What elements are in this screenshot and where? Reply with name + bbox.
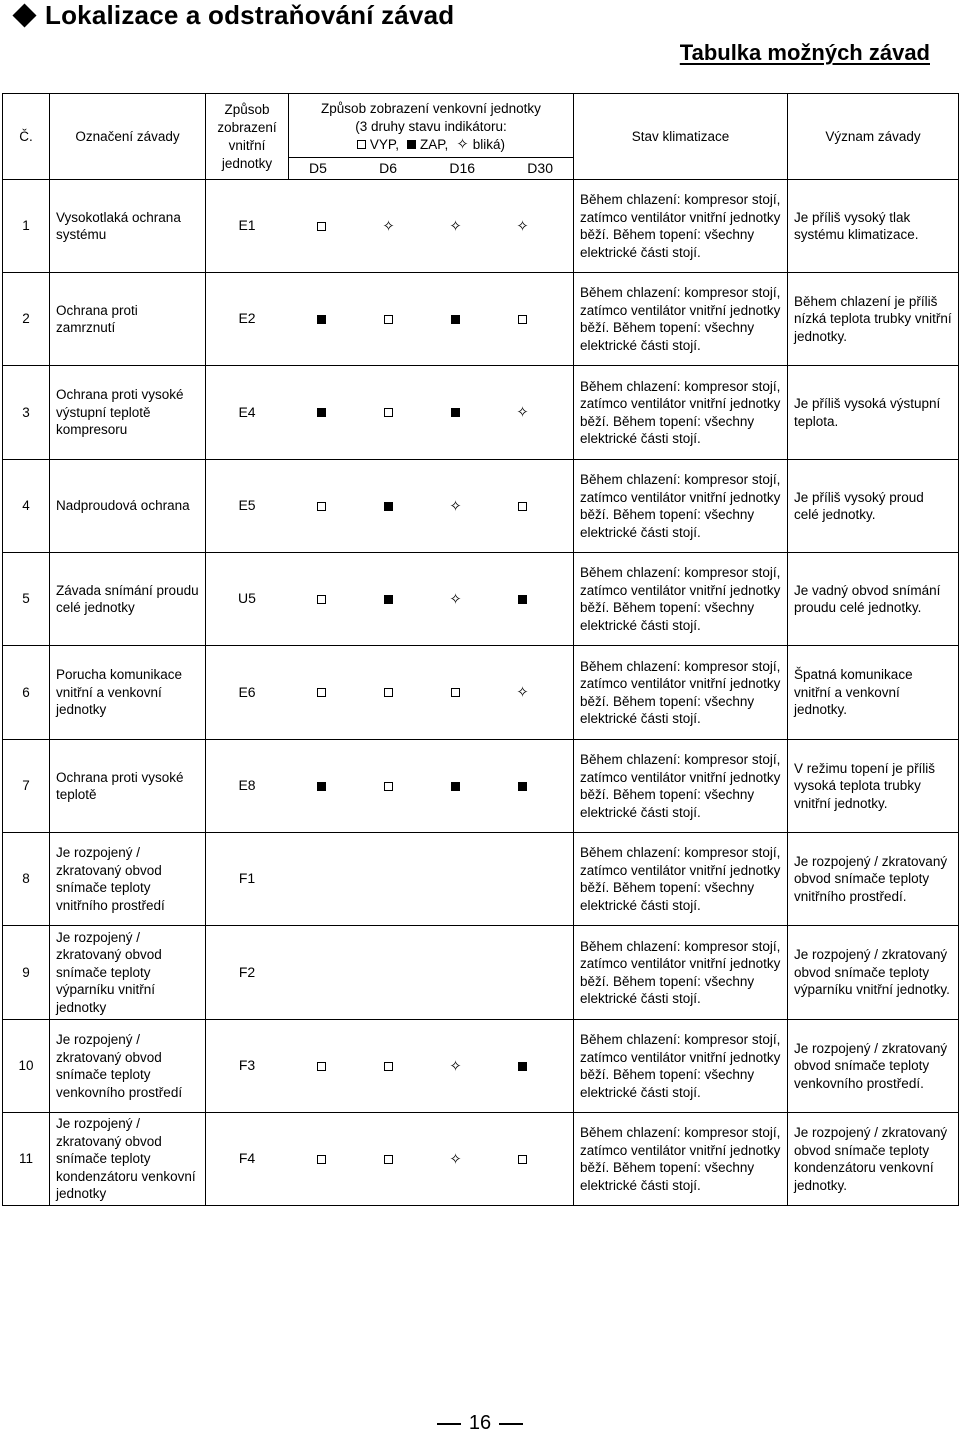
led-state-d30	[489, 590, 556, 608]
table-row	[3, 460, 959, 553]
page-number-text: 16	[468, 1412, 492, 1434]
led-off-icon	[317, 1062, 326, 1071]
led-state-d5	[288, 1057, 355, 1075]
indoor-error-code: E4	[238, 403, 256, 420]
table-row	[3, 553, 959, 646]
fault-meaning: Je vadný obvod snímání proudu celé jednotky.	[788, 553, 959, 646]
led-state-d6	[355, 777, 422, 795]
fault-name: Je rozpojený / zkratovaný obvod snímače teploty výparníku vnitřní jednotky	[50, 926, 206, 1020]
table-row	[3, 833, 959, 926]
row-number: 1	[3, 180, 50, 273]
led-off-icon	[317, 688, 326, 697]
led-state-d5	[288, 777, 355, 795]
led-state-d16	[422, 310, 489, 328]
led-state-d6	[355, 1150, 422, 1168]
row-number: 6	[3, 646, 50, 740]
indoor-error-code: E2	[238, 310, 256, 327]
indoor-error-code: F4	[238, 1150, 256, 1167]
led-off-icon	[384, 1155, 393, 1164]
led-on-icon	[384, 502, 393, 511]
led-blink-icon: ✧	[516, 404, 529, 422]
unit-state: Během chlazení: kompresor stojí, zatímco ventilátor vnitřní jednotky běží. Během topení: všechny elektrické části stojí.	[574, 646, 788, 740]
row-number: 5	[3, 553, 50, 646]
display-indicators	[206, 740, 574, 833]
led-state-d6	[355, 310, 422, 328]
led-state-d6	[355, 217, 422, 235]
led-on-icon	[317, 408, 326, 417]
led-state-d5	[288, 590, 355, 608]
header-state: Stav klimatizace	[574, 94, 788, 180]
led-label-d6: D6	[379, 159, 398, 176]
led-state-d5	[288, 1150, 355, 1168]
led-off-icon	[384, 408, 393, 417]
led-state-d30	[489, 777, 556, 795]
indoor-error-code: E8	[238, 777, 256, 794]
led-blink-icon: ✧	[449, 1057, 462, 1075]
led-state-d30	[489, 404, 556, 422]
led-on-icon	[407, 140, 416, 149]
display-indicators	[206, 553, 574, 646]
led-off-icon	[384, 782, 393, 791]
led-state-d16	[422, 777, 489, 795]
fault-meaning: Je rozpojený / zkratovaný obvod snímače teploty vnitřního prostředí.	[788, 833, 959, 926]
row-number: 3	[3, 366, 50, 460]
led-blink-icon: ✧	[456, 136, 469, 153]
led-off-icon	[384, 688, 393, 697]
row-number: 4	[3, 460, 50, 553]
legend-on-label: ZAP,	[419, 136, 449, 152]
fault-meaning: Je rozpojený / zkratovaný obvod snímače teploty kondenzátoru venkovní jednotky.	[788, 1113, 959, 1206]
indoor-error-code: F1	[238, 870, 256, 887]
legend-off-label: VYP,	[369, 136, 399, 152]
led-state-d5	[288, 310, 355, 328]
led-off-icon	[384, 1062, 393, 1071]
table-row	[3, 273, 959, 366]
display-indicators	[206, 460, 574, 553]
header-outdoor-title: Způsob zobrazení venkovní jednotky	[321, 100, 541, 116]
led-state-d5	[288, 684, 355, 702]
indoor-error-code: F2	[238, 963, 256, 980]
fault-meaning: Je příliš vysoká výstupní teplota.	[788, 366, 959, 460]
led-state-d6	[355, 684, 422, 702]
header-number: Č.	[3, 94, 50, 180]
unit-state: Během chlazení: kompresor stojí, zatímco ventilátor vnitřní jednotky běží. Během topení: všechny elektrické části stojí.	[574, 553, 788, 646]
led-on-icon	[451, 408, 460, 417]
display-indicators	[206, 273, 574, 366]
led-state-d30	[489, 1057, 556, 1075]
led-state-d6	[355, 404, 422, 422]
header-outdoor-legend	[291, 136, 571, 154]
row-number: 9	[3, 926, 50, 1020]
led-off-icon	[518, 1155, 527, 1164]
led-off-icon	[384, 315, 393, 324]
led-state-d30	[489, 684, 556, 702]
header-led-labels	[289, 158, 574, 180]
led-state-d16	[422, 1057, 489, 1075]
display-indicators	[206, 1020, 574, 1113]
led-off-icon	[317, 595, 326, 604]
indoor-error-code: E5	[238, 497, 256, 514]
fault-meaning: Špatná komunikace vnitřní a venkovní jednotky.	[788, 646, 959, 740]
led-blink-icon: ✧	[382, 217, 395, 235]
display-indicators	[206, 1113, 574, 1206]
led-state-d5	[288, 404, 355, 422]
led-off-icon	[518, 502, 527, 511]
led-off-icon	[357, 140, 366, 149]
heading-text: Lokalizace a odstraňování závad	[45, 0, 455, 30]
header-fault: Označení závady	[50, 94, 206, 180]
display-indicators	[206, 646, 574, 740]
unit-state: Během chlazení: kompresor stojí, zatímco ventilátor vnitřní jednotky běží. Během topení: všechny elektrické části stojí.	[574, 740, 788, 833]
fault-meaning: Je rozpojený / zkratovaný obvod snímače teploty venkovního prostředí.	[788, 1020, 959, 1113]
fault-meaning: Je rozpojený / zkratovaný obvod snímače teploty výparníku vnitřní jednotky.	[788, 926, 959, 1020]
led-off-icon	[518, 315, 527, 324]
led-blink-icon: ✧	[516, 217, 529, 235]
fault-name: Je rozpojený / zkratovaný obvod snímače teploty venkovního prostředí	[50, 1020, 206, 1113]
led-state-d5	[288, 217, 355, 235]
fault-meaning: V režimu topení je příliš vysoká teplota trubky vnitřní jednotky.	[788, 740, 959, 833]
section-heading	[4, 0, 454, 30]
fault-name: Vysokotlaká ochrana systému	[50, 180, 206, 273]
led-on-icon	[451, 782, 460, 791]
row-number: 2	[3, 273, 50, 366]
display-indicators	[206, 833, 574, 926]
led-on-icon	[317, 315, 326, 324]
fault-name: Porucha komunikace vnitřní a venkovní jednotky	[50, 646, 206, 740]
led-state-d16	[422, 684, 489, 702]
table-row	[3, 366, 959, 460]
table-row	[3, 926, 959, 1020]
header-outdoor-legend-intro: (3 druhy stavu indikátoru:	[355, 118, 507, 134]
header-indoor-display: Způsob zobrazení vnitřní jednotky	[206, 94, 289, 180]
led-off-icon	[451, 688, 460, 697]
led-state-d6	[355, 1057, 422, 1075]
table-row	[3, 646, 959, 740]
table-title-text: Tabulka možných závad	[679, 40, 930, 65]
diamond-bullet-icon	[12, 3, 36, 27]
led-on-icon	[518, 1062, 527, 1071]
unit-state: Během chlazení: kompresor stojí, zatímco ventilátor vnitřní jednotky běží. Během topení: všechny elektrické části stojí.	[574, 926, 788, 1020]
fault-name: Ochrana proti vysoké teplotě	[50, 740, 206, 833]
led-state-d30	[489, 1150, 556, 1168]
led-blink-icon: ✧	[449, 590, 462, 608]
table-row	[3, 180, 959, 273]
led-state-d16	[422, 404, 489, 422]
unit-state: Během chlazení: kompresor stojí, zatímco ventilátor vnitřní jednotky běží. Během topení: všechny elektrické části stojí.	[574, 1020, 788, 1113]
unit-state: Během chlazení: kompresor stojí, zatímco ventilátor vnitřní jednotky běží. Během topení: všechny elektrické části stojí.	[574, 273, 788, 366]
fault-name: Ochrana proti vysoké výstupní teplotě kompresoru	[50, 366, 206, 460]
led-state-d16	[422, 217, 489, 235]
header-meaning: Význam závady	[788, 94, 959, 180]
led-on-icon	[518, 782, 527, 791]
fault-name: Nadproudová ochrana	[50, 460, 206, 553]
led-off-icon	[317, 222, 326, 231]
fault-meaning: Je příliš vysoký tlak systému klimatizace.	[788, 180, 959, 273]
display-indicators	[206, 366, 574, 460]
fault-meaning: Je příliš vysoký proud celé jednotky.	[788, 460, 959, 553]
led-label-d16: D16	[449, 159, 476, 176]
indoor-error-code: E6	[238, 683, 256, 700]
page-dash-right	[499, 1423, 523, 1425]
led-state-d16	[422, 1150, 489, 1168]
table-title	[0, 40, 930, 66]
table-row	[3, 1113, 959, 1206]
table-row	[3, 1020, 959, 1113]
led-blink-icon: ✧	[449, 1150, 462, 1168]
row-number: 7	[3, 740, 50, 833]
row-number: 10	[3, 1020, 50, 1113]
led-on-icon	[518, 595, 527, 604]
led-on-icon	[384, 595, 393, 604]
indoor-error-code: U5	[238, 590, 256, 607]
indoor-error-code: E1	[238, 217, 256, 234]
led-state-d5	[288, 497, 355, 515]
fault-name: Je rozpojený / zkratovaný obvod snímače teploty vnitřního prostředí	[50, 833, 206, 926]
fault-meaning: Během chlazení je příliš nízká teplota trubky vnitřní jednotky.	[788, 273, 959, 366]
header-outdoor-display	[289, 94, 574, 158]
led-state-d16	[422, 590, 489, 608]
led-on-icon	[317, 782, 326, 791]
page-dash-left	[437, 1423, 461, 1425]
unit-state: Během chlazení: kompresor stojí, zatímco ventilátor vnitřní jednotky běží. Během topení: všechny elektrické části stojí.	[574, 1113, 788, 1206]
fault-name: Ochrana proti zamrznutí	[50, 273, 206, 366]
unit-state: Během chlazení: kompresor stojí, zatímco ventilátor vnitřní jednotky běží. Během topení: všechny elektrické části stojí.	[574, 366, 788, 460]
display-indicators	[206, 180, 574, 273]
led-off-icon	[317, 1155, 326, 1164]
fault-table	[2, 93, 959, 1206]
page-number	[0, 1412, 960, 1435]
unit-state: Během chlazení: kompresor stojí, zatímco ventilátor vnitřní jednotky běží. Během topení: všechny elektrické části stojí.	[574, 460, 788, 553]
unit-state: Během chlazení: kompresor stojí, zatímco ventilátor vnitřní jednotky běží. Během topení: všechny elektrické části stojí.	[574, 180, 788, 273]
led-state-d6	[355, 590, 422, 608]
led-on-icon	[451, 315, 460, 324]
indoor-error-code: F3	[238, 1057, 256, 1074]
display-indicators	[206, 926, 574, 1020]
led-blink-icon: ✧	[449, 497, 462, 515]
led-off-icon	[317, 502, 326, 511]
led-state-d30	[489, 497, 556, 515]
led-state-d16	[422, 497, 489, 515]
row-number: 11	[3, 1113, 50, 1206]
led-label-d5: D5	[309, 159, 327, 176]
led-state-d30	[489, 310, 556, 328]
table-row	[3, 740, 959, 833]
led-blink-icon: ✧	[516, 684, 529, 702]
row-number: 8	[3, 833, 50, 926]
legend-blink-label: bliká)	[472, 136, 506, 152]
led-label-d30: D30	[527, 159, 553, 176]
unit-state: Během chlazení: kompresor stojí, zatímco ventilátor vnitřní jednotky běží. Během topení: všechny elektrické části stojí.	[574, 833, 788, 926]
led-blink-icon: ✧	[449, 217, 462, 235]
led-state-d6	[355, 497, 422, 515]
fault-name: Závada snímání proudu celé jednotky	[50, 553, 206, 646]
led-state-d30	[489, 217, 556, 235]
fault-name: Je rozpojený / zkratovaný obvod snímače teploty kondenzátoru venkovní jednotky	[50, 1113, 206, 1206]
